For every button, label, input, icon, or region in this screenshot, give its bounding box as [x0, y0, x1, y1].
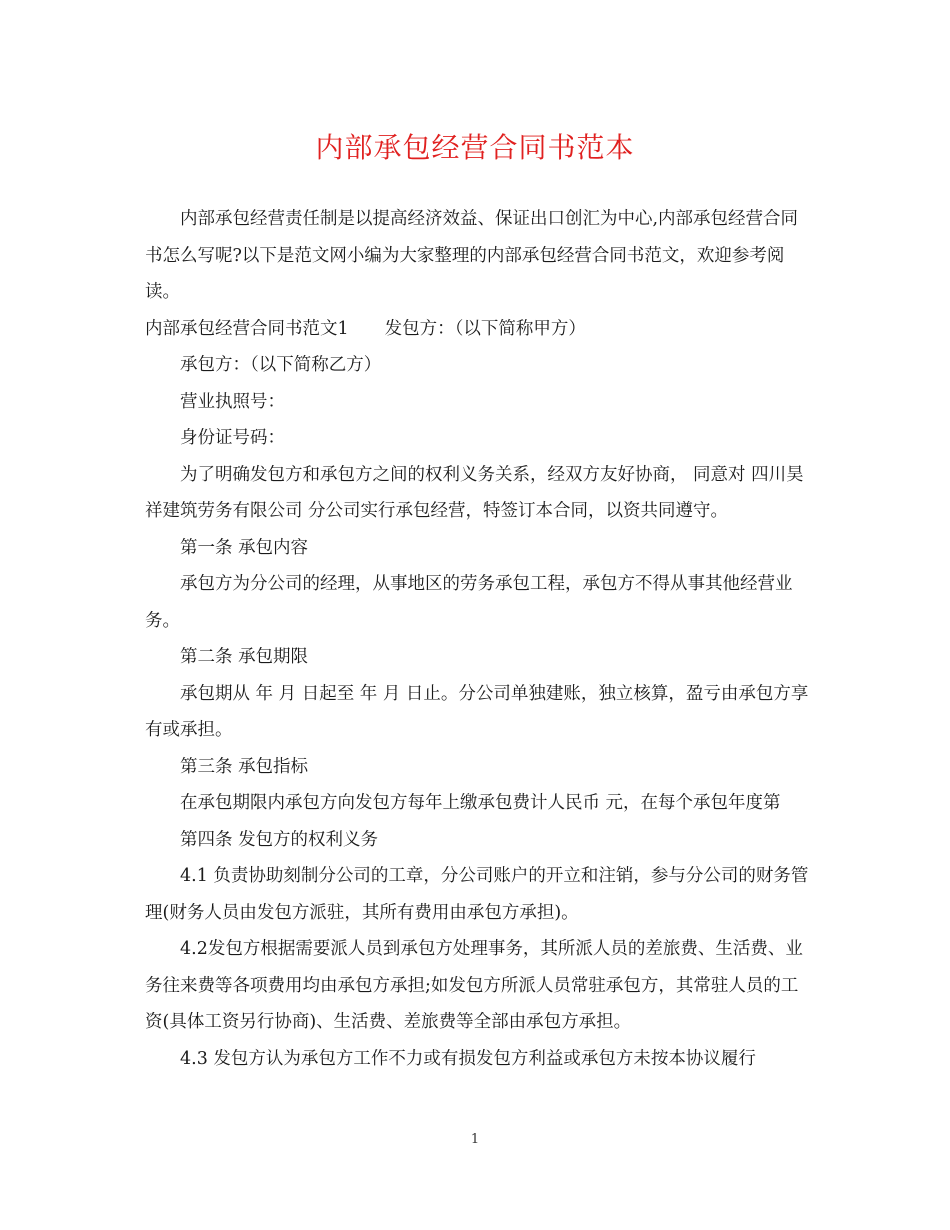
article3-text: 在承包期限内承包方向发包方每年上缴承包费计人民币 元，在每个承包年度第	[180, 793, 781, 813]
purpose-paragraph: 为了明确发包方和承包方之间的权利义务关系，经双方友好协商， 同意对 四川昊祥建筑劳务有限公司 分公司实行承包经营，特签订本合同，以资共同遵守。	[145, 464, 804, 521]
article3-title: 第三条 承包指标	[180, 756, 309, 777]
clause-4-3: 4.3 发包方认为承包方工作不力或有损发包方利益或承包方未按本协议履行	[180, 1048, 756, 1069]
intro-paragraph: 内部承包经营责任制是以提高经济效益、保证出口创汇为中心,内部承包经营合同书怎么写呢?以下是范文网小编为大家整理的内部承包经营合同书范文，欢迎参考阅读。	[145, 209, 799, 302]
page-number: 1	[470, 1132, 480, 1147]
article1-text: 承包方为分公司的经理，从事地区的劳务承包工程，承包方不得从事其他经营业务。	[145, 574, 793, 631]
clause-4-1: 4.1 负责协助刻制分公司的工章，分公司账户的开立和注销，参与分公司的财务管理(财务人员由发包方派驻，其所有费用由承包方承担)。	[145, 866, 809, 923]
license-line: 营业执照号：	[180, 391, 285, 412]
article2-text: 承包期从 年 月 日起至 年 月 日止。分公司单独建账，独立核算，盈亏由承包方享有或承担。	[145, 683, 809, 740]
contractor-line: 承包方：（以下简称乙方）	[180, 355, 382, 375]
sample-heading: 内部承包经营合同书范文1	[145, 318, 349, 339]
sample-heading-line	[145, 311, 810, 348]
issuer-line: 发包方：（以下简称甲方）	[384, 318, 586, 339]
clause-4-2: 4.2发包方根据需要派人员到承包方处理事务，其所派人员的差旅费、生活费、业务往来费等各项费用均由承包方承担;如发包方所派人员常驻承包方，其常驻人员的工资(具体工资另行协商)、生活费、差旅费等全部由承包方承担。	[145, 939, 803, 1032]
id-line: 身份证号码：	[180, 428, 285, 448]
article2-title: 第二条 承包期限	[180, 647, 309, 667]
document-title: 内部承包经营合同书范本	[315, 131, 635, 164]
article1-title: 第一条 承包内容	[180, 537, 309, 558]
document-body	[145, 201, 810, 1077]
article4-title: 第四条 发包方的权利义务	[180, 829, 379, 850]
